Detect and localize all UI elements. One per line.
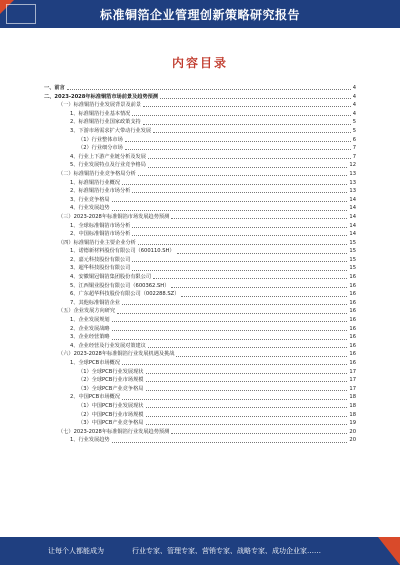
toc-leader-dots [112,210,348,211]
toc-entry-page: 20 [349,437,356,444]
toc-entry-page: 18 [349,402,356,409]
toc-entry-page: 18 [349,394,356,401]
toc-entry[interactable] [44,84,356,93]
toc-entry-label: 1、行业发展趋势 [70,437,110,444]
toc-entry-label: （1）全球PCB行业发展现状 [78,368,144,375]
toc-entry[interactable] [44,428,356,437]
toc-leader-dots [143,124,351,125]
toc-entry[interactable] [44,204,356,213]
toc-entry[interactable] [44,118,356,127]
toc-leader-dots [148,347,347,348]
toc-entry[interactable] [44,196,356,205]
toc-entry[interactable] [44,230,356,239]
toc-entry[interactable] [44,307,356,316]
toc-entry-label: 2、标准铜箔行业国家政策支持 [70,119,141,126]
toc-entry-label: 2、企业发展战略 [70,325,110,332]
toc-entry-label: 1、全球PCB市场概况 [70,360,120,366]
toc-entry-label: 3、超华科技股份有限公司 [70,265,131,272]
toc-entry-label: 5、江西铜业股份有限公司（600362.SH） [70,282,170,289]
toc-entry-label: （五）企业发展方向研究 [58,308,116,315]
toc-entry-page: 16 [349,282,356,289]
toc-entry-page: 17 [349,377,356,384]
toc-leader-dots [176,356,347,357]
toc-leader-dots [171,287,347,288]
toc-entry-page: 16 [349,342,356,349]
toc-entry[interactable] [44,222,356,231]
toc-entry[interactable] [44,385,356,394]
toc-leader-dots [125,141,351,142]
toc-entry[interactable] [44,282,356,291]
toc-leader-dots [122,399,347,400]
toc-entry-page: 15 [349,248,356,255]
toc-leader-dots [171,433,347,434]
toc-entry-label: （3）中国PCB产业竞争格局 [78,420,144,427]
toc-leader-dots [125,149,351,150]
toc-entry-label: 2、中国PCB市场概况 [70,394,120,401]
toc-entry-page: 13 [349,170,356,177]
toc-entry-page: 17 [349,385,356,392]
toc-leader-dots [112,339,348,340]
toc-entry-label: 4、行业发展趋势 [70,205,110,212]
toc-entry[interactable] [44,170,356,179]
toc-entry[interactable] [44,93,356,102]
toc-leader-dots [67,89,351,90]
toc-entry-label: 6、广东超华科技股份有限公司（002288.SZ） [70,291,180,298]
toc-leader-dots [177,253,348,254]
toc-entry-label: 2、嘉元科技股份有限公司 [70,256,131,263]
toc-entry[interactable] [44,350,356,359]
toc-entry[interactable] [44,316,356,325]
toc-entry-label: （2）行业细分市场 [78,145,123,152]
toc-leader-dots [138,244,348,245]
toc-leader-dots [146,407,348,408]
toc-entry[interactable] [44,187,356,196]
toc-entry-page: 4 [352,110,356,117]
toc-entry-page: 7 [352,145,356,152]
toc-entry-label: （三）2023-2028年标准铜箔市场发展趋势预测 [58,213,170,220]
footer-slogan: 让每个人都能成为 [48,547,104,555]
toc-entry-page: 20 [349,428,356,435]
toc-entry-label: 3、下游市场需求扩大带动行业发展 [70,127,152,134]
toc-entry[interactable] [44,299,356,308]
toc-leader-dots [132,270,347,271]
toc-leader-dots [132,115,350,116]
toc-entry-label: （七）2023-2028年标准铜箔行业发展趋势预测 [58,428,170,435]
footer-banner [0,537,400,565]
toc-entry-label: 2、中国标准铜箔市场分析 [70,231,131,238]
toc-leader-dots [122,364,347,365]
toc-entry-page: 4 [352,93,356,100]
toc-entry-page: 14 [349,231,356,238]
toc-leader-dots [146,424,348,425]
toc-entry[interactable] [44,239,356,248]
report-title: 标准铜箔企业管理创新策略研究报告 [99,8,300,22]
toc-entry[interactable] [44,359,356,368]
toc-entry-label: （3）全球PCB产业竞争格局 [78,385,144,392]
toc-entry-label: 一、前言 [44,85,65,91]
toc-leader-dots [112,201,348,202]
toc-entry-page: 15 [349,265,356,272]
toc-entry[interactable] [44,402,356,411]
toc-entry-page: 16 [349,299,356,306]
toc-leader-dots [138,175,348,176]
toc-leader-dots [146,416,348,417]
toc-entry-label: 3、行业竞争格局 [70,196,110,203]
footer-tagline: 行业专家、管理专家、营销专家、战略专家、成功企业家…… [132,547,321,555]
toc-entry[interactable] [44,325,356,334]
toc-entry-label: 4、行业上下游产业链分析及发展 [70,153,146,160]
toc-entry-page: 12 [349,162,356,169]
toc-entry-page: 14 [349,205,356,212]
toc-entry-page: 16 [349,308,356,315]
toc-entry-label: 5、行业发展特点及行业竞争格局 [70,162,146,169]
toc-entry-label: （2）中国PCB行业市场规模 [78,411,144,418]
toc-entry[interactable] [44,342,356,351]
toc-leader-dots [146,373,348,374]
toc-title: 内容目录 [171,56,228,70]
toc-entry[interactable] [44,419,356,428]
toc-entry[interactable] [44,136,356,145]
toc-leader-dots [148,158,351,159]
toc-leader-dots [112,330,348,331]
toc-entry-page: 5 [352,127,356,134]
toc-entry-page: 13 [349,179,356,186]
toc-entry[interactable] [44,127,356,136]
toc-entry-page: 19 [349,420,356,427]
toc-entry-label: 1、全球标准铜箔市场分析 [70,222,131,229]
toc-entry-label: 4、安徽铜冠铜箔集团股份有限公司 [70,274,152,281]
toc-entry-page: 16 [349,317,356,324]
toc-entry-page: 14 [349,213,356,220]
toc-entry-page: 16 [349,325,356,332]
toc-entry-page: 16 [349,360,356,366]
toc-leader-dots [143,106,351,107]
toc-leader-dots [146,381,348,382]
footer-accent [378,537,400,565]
toc-entry[interactable] [44,333,356,342]
toc-entry-page: 14 [349,222,356,229]
toc-leader-dots [160,98,351,99]
toc-leader-dots [117,313,347,314]
toc-entry-page: 4 [352,102,356,109]
table-of-contents [44,84,356,445]
toc-leader-dots [153,278,347,279]
toc-entry[interactable] [44,264,356,273]
toc-entry[interactable] [44,411,356,420]
toc-entry-page: 4 [352,85,356,91]
toc-entry[interactable] [44,161,356,170]
toc-entry-label: （六）2023-2028年标准铜箔行业发展机遇及挑战 [58,351,175,358]
toc-entry-label: （二）标准铜箔行业竞争格局分析 [58,170,136,177]
toc-entry-label: （2）全球PCB行业市场规模 [78,377,144,384]
toc-entry[interactable] [44,110,356,119]
toc-entry-label: （1）中国PCB行业发展现状 [78,402,144,409]
toc-leader-dots [132,227,347,228]
toc-entry[interactable] [44,213,356,222]
toc-entry-page: 16 [349,351,356,358]
toc-entry[interactable] [44,393,356,402]
toc-leader-dots [148,167,347,168]
toc-entry-label: 3、企业经营策略 [70,334,110,341]
toc-leader-dots [181,296,347,297]
toc-entry-label: 二、2023-2028年标准铜箔市场前景及趋势预测 [44,93,159,100]
toc-entry[interactable] [44,153,356,162]
toc-leader-dots [132,192,347,193]
toc-leader-dots [146,390,348,391]
toc-leader-dots [153,132,351,133]
toc-leader-dots [132,261,347,262]
toc-entry[interactable] [44,179,356,188]
toc-entry-page: 16 [349,334,356,341]
toc-entry-page: 14 [349,196,356,203]
toc-entry-page: 6 [352,136,356,143]
toc-entry-page: 13 [349,188,356,195]
toc-leader-dots [112,321,348,322]
toc-entry[interactable] [44,144,356,153]
toc-entry-label: 1、标准铜箔行业概况 [70,179,120,186]
toc-entry[interactable] [44,376,356,385]
toc-entry-page: 15 [349,239,356,246]
toc-entry-page: 5 [352,119,356,126]
toc-entry-label: 1、企业发展规划 [70,317,110,324]
toc-entry-label: 1、诺德新材料股份有限公司（600110.SH） [70,248,175,255]
toc-entry-page: 7 [352,153,356,160]
toc-leader-dots [171,218,347,219]
toc-entry-label: 2、标准铜箔行业市场分析 [70,188,131,195]
toc-leader-dots [122,304,347,305]
toc-entry-label: （四）标准铜箔行业主要企业分析 [58,239,136,246]
toc-entry[interactable] [44,436,356,445]
toc-entry-page: 15 [349,256,356,263]
toc-leader-dots [122,184,347,185]
toc-entry-label: 7、其他标准铜箔企业 [70,299,120,306]
toc-entry-page: 17 [349,368,356,375]
toc-entry[interactable] [44,290,356,299]
toc-entry-page: 16 [349,291,356,298]
toc-entry-label: 4、企业经营及行业发展对策建议 [70,342,146,349]
toc-entry[interactable] [44,247,356,256]
toc-entry-label: 1、标准铜箔行业基本情况 [70,110,131,117]
toc-entry-page: 18 [349,411,356,418]
toc-entry[interactable] [44,101,356,110]
toc-leader-dots [112,442,348,443]
toc-entry[interactable] [44,256,356,265]
toc-entry[interactable] [44,273,356,282]
toc-entry-label: （一）标准铜箔行业发展背景及前景 [58,102,142,109]
toc-entry-label: （1）行业整体市场 [78,136,123,143]
toc-entry[interactable] [44,368,356,377]
toc-entry-page: 16 [349,274,356,281]
header-banner [0,0,400,28]
toc-leader-dots [132,235,347,236]
